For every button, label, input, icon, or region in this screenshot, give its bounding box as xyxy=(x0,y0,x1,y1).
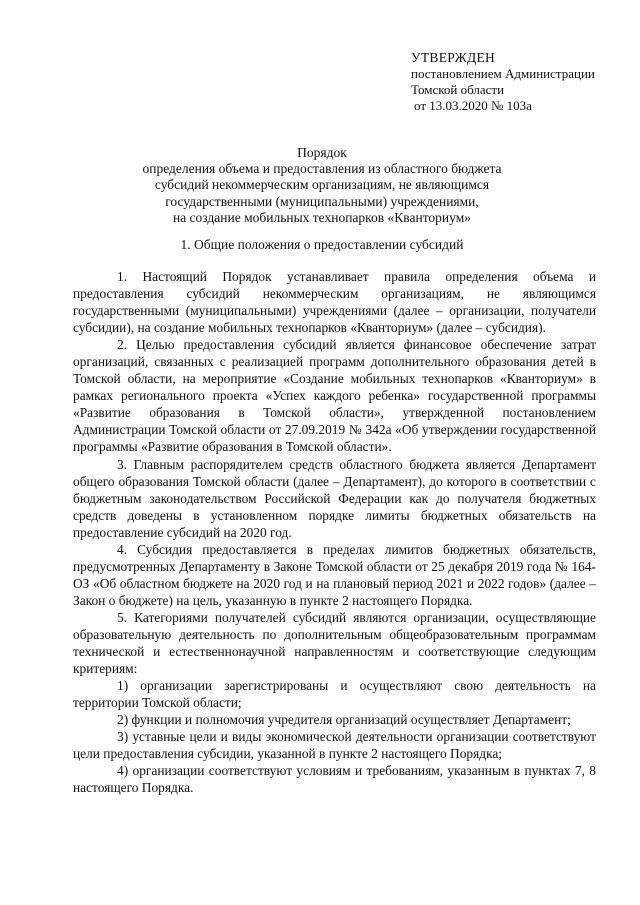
paragraph: 2. Целью предоставления субсидий является финансовое обеспечение затрат организаций, связанных с реализацией программ дополнительного образования детей в Томской области, на мероприятие «Создание мобильных технопарков «Кванториум» в рамках регионального проекта «Успех каждого ребенка» государственной программы «Развитие образования в Томской области», утвержденной постановлением Администрации Томской области от 27.09.2019 № 342а «Об утверждении государственной программы «Развитие образования в Томской области». xyxy=(73,337,596,455)
paragraph: 4. Субсидия предоставляется в пределах лимитов бюджетных обязательств, предусмотренных Департаменту в Законе Томской области от 25 декабря 2019 года № 164-ОЗ «Об областном бюджете на 2020 год и на плановый период 2021 и 2022 годов» (далее – Закон о бюджете) на цель, указанную в пункте 2 настоящего Порядка. xyxy=(73,541,596,608)
document-title xyxy=(100,145,544,226)
title-line: на создание мобильных технопарков «Кванториум» xyxy=(172,209,472,225)
criteria-item: 1) организации зарегистрированы и осуществляют свою деятельность на территории Томской области; xyxy=(73,678,596,711)
approval-date: от 13.03.2020 № 103а xyxy=(414,98,532,113)
paragraph: 3. Главным распорядителем средств областного бюджета является Департамент общего образования Томской области (далее – Департамент), до которого в соответствии с бюджетным законодательством Российской Федерации как до получателя бюджетных средств доведены в установленном порядке лимиты бюджетных обязательств на предоставление субсидий на 2020 год. xyxy=(73,456,596,540)
approval-line: Томской области xyxy=(411,82,505,97)
paragraph: 1. Настоящий Порядок устанавливает правила определения объема и предоставления субсидий некоммерческим организациям, не являющимся государственными (муниципальными) учреждениями (далее – организации, получатели субсидии), на создание мобильных технопарков «Кванториум» (далее – субсидия). xyxy=(73,269,596,336)
approval-line: постановлением Администрации xyxy=(411,66,595,81)
title-line: Порядок xyxy=(297,145,347,160)
criteria-item: 2) функции и полномочия учредителя организаций осуществляет Департамент; xyxy=(117,712,571,728)
criteria-item: 3) уставные цели и виды экономической деятельности организации соответствуют цели предоставления субсидии, указанной в пункте 2 настоящего Порядка; xyxy=(73,729,596,762)
section-heading: 1. Общие положения о предоставлении субсидий xyxy=(180,237,464,252)
approval-heading: УТВЕРЖДЕН xyxy=(411,50,496,65)
criteria-item: 4) организации соответствуют условиям и требованиям, указанным в пунктах 7, 8 настоящего Порядка. xyxy=(73,763,596,796)
paragraph: 5. Категориями получателей субсидий являются организации, осуществляющие образовательную деятельность по дополнительным общеобразовательным программам технической и естественнонаучной направленностям и соответствующие следующим критериям: xyxy=(73,609,596,677)
approval-stamp xyxy=(411,50,621,114)
document-body xyxy=(73,268,596,796)
title-line: государственными (муниципальными) учреждениями, xyxy=(165,193,479,209)
title-line: субсидий некоммерческим организациям, не являющимся xyxy=(154,177,490,193)
title-line: определения объема и предоставления из областного бюджета xyxy=(142,161,502,177)
